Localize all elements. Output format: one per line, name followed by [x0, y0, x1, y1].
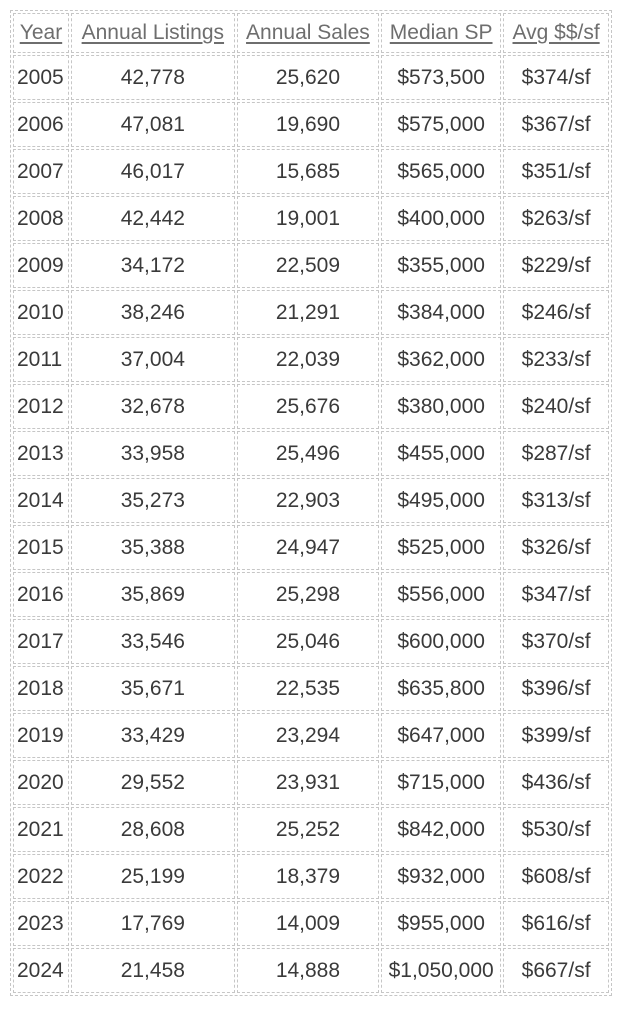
table-row [13, 337, 609, 382]
sales-cell: 22,903 [237, 478, 379, 523]
avg-psf-cell: $367/sf [503, 102, 609, 147]
year-cell: 2013 [13, 431, 69, 476]
sales-cell: 25,046 [237, 619, 379, 664]
listings-cell: 35,869 [71, 572, 235, 617]
listings-cell: 35,388 [71, 525, 235, 570]
year-cell: 2005 [13, 55, 69, 100]
sales-cell: 25,298 [237, 572, 379, 617]
avg-psf-cell: $530/sf [503, 807, 609, 852]
median-sp-cell: $525,000 [381, 525, 501, 570]
avg-psf-cell: $233/sf [503, 337, 609, 382]
avg-psf-cell: $399/sf [503, 713, 609, 758]
year-cell: 2022 [13, 854, 69, 899]
market-stats-table-container [10, 10, 612, 996]
median-sp-cell: $575,000 [381, 102, 501, 147]
table-row [13, 619, 609, 664]
table-row [13, 243, 609, 288]
year-cell: 2006 [13, 102, 69, 147]
table-row [13, 290, 609, 335]
market-stats-table [10, 10, 612, 996]
median-sp-cell: $715,000 [381, 760, 501, 805]
sales-cell: 23,294 [237, 713, 379, 758]
median-sp-cell: $600,000 [381, 619, 501, 664]
year-cell: 2008 [13, 196, 69, 241]
header-avg-price-per-sf[interactable]: Avg $$/sf [503, 13, 609, 53]
listings-cell: 33,429 [71, 713, 235, 758]
sales-cell: 22,535 [237, 666, 379, 711]
sales-cell: 23,931 [237, 760, 379, 805]
table-row [13, 478, 609, 523]
avg-psf-cell: $436/sf [503, 760, 609, 805]
listings-cell: 35,671 [71, 666, 235, 711]
table-row [13, 572, 609, 617]
avg-psf-cell: $347/sf [503, 572, 609, 617]
median-sp-cell: $400,000 [381, 196, 501, 241]
avg-psf-cell: $608/sf [503, 854, 609, 899]
header-annual-sales[interactable]: Annual Sales [237, 13, 379, 53]
listings-cell: 37,004 [71, 337, 235, 382]
avg-psf-cell: $396/sf [503, 666, 609, 711]
avg-psf-cell: $374/sf [503, 55, 609, 100]
sales-cell: 24,947 [237, 525, 379, 570]
median-sp-cell: $573,500 [381, 55, 501, 100]
median-sp-cell: $380,000 [381, 384, 501, 429]
median-sp-cell: $647,000 [381, 713, 501, 758]
sales-cell: 22,509 [237, 243, 379, 288]
header-year[interactable]: Year [13, 13, 69, 53]
table-row [13, 149, 609, 194]
table-row [13, 384, 609, 429]
year-cell: 2011 [13, 337, 69, 382]
sales-cell: 25,620 [237, 55, 379, 100]
year-cell: 2020 [13, 760, 69, 805]
avg-psf-cell: $370/sf [503, 619, 609, 664]
year-cell: 2021 [13, 807, 69, 852]
median-sp-cell: $635,800 [381, 666, 501, 711]
table-row [13, 713, 609, 758]
table-header [13, 13, 609, 53]
median-sp-cell: $455,000 [381, 431, 501, 476]
year-cell: 2023 [13, 901, 69, 946]
median-sp-cell: $362,000 [381, 337, 501, 382]
avg-psf-cell: $246/sf [503, 290, 609, 335]
year-cell: 2015 [13, 525, 69, 570]
year-cell: 2017 [13, 619, 69, 664]
header-median-sp[interactable]: Median SP [381, 13, 501, 53]
sales-cell: 21,291 [237, 290, 379, 335]
year-cell: 2009 [13, 243, 69, 288]
listings-cell: 42,778 [71, 55, 235, 100]
avg-psf-cell: $667/sf [503, 948, 609, 993]
listings-cell: 35,273 [71, 478, 235, 523]
sales-cell: 25,496 [237, 431, 379, 476]
table-row [13, 666, 609, 711]
table-row [13, 196, 609, 241]
year-cell: 2010 [13, 290, 69, 335]
sales-cell: 25,676 [237, 384, 379, 429]
sales-cell: 14,888 [237, 948, 379, 993]
avg-psf-cell: $326/sf [503, 525, 609, 570]
avg-psf-cell: $263/sf [503, 196, 609, 241]
median-sp-cell: $1,050,000 [381, 948, 501, 993]
listings-cell: 34,172 [71, 243, 235, 288]
sales-cell: 25,252 [237, 807, 379, 852]
listings-cell: 21,458 [71, 948, 235, 993]
avg-psf-cell: $351/sf [503, 149, 609, 194]
listings-cell: 28,608 [71, 807, 235, 852]
avg-psf-cell: $313/sf [503, 478, 609, 523]
listings-cell: 38,246 [71, 290, 235, 335]
year-cell: 2018 [13, 666, 69, 711]
table-row [13, 760, 609, 805]
year-cell: 2007 [13, 149, 69, 194]
sales-cell: 15,685 [237, 149, 379, 194]
sales-cell: 14,009 [237, 901, 379, 946]
table-body [13, 55, 609, 993]
median-sp-cell: $955,000 [381, 901, 501, 946]
avg-psf-cell: $287/sf [503, 431, 609, 476]
sales-cell: 18,379 [237, 854, 379, 899]
avg-psf-cell: $240/sf [503, 384, 609, 429]
table-row [13, 525, 609, 570]
median-sp-cell: $355,000 [381, 243, 501, 288]
table-row [13, 431, 609, 476]
median-sp-cell: $842,000 [381, 807, 501, 852]
table-row [13, 901, 609, 946]
listings-cell: 42,442 [71, 196, 235, 241]
year-cell: 2012 [13, 384, 69, 429]
listings-cell: 29,552 [71, 760, 235, 805]
listings-cell: 46,017 [71, 149, 235, 194]
median-sp-cell: $565,000 [381, 149, 501, 194]
table-row [13, 854, 609, 899]
listings-cell: 32,678 [71, 384, 235, 429]
table-row [13, 55, 609, 100]
year-cell: 2019 [13, 713, 69, 758]
avg-psf-cell: $229/sf [503, 243, 609, 288]
median-sp-cell: $932,000 [381, 854, 501, 899]
table-row [13, 102, 609, 147]
avg-psf-cell: $616/sf [503, 901, 609, 946]
listings-cell: 17,769 [71, 901, 235, 946]
sales-cell: 22,039 [237, 337, 379, 382]
listings-cell: 33,546 [71, 619, 235, 664]
listings-cell: 25,199 [71, 854, 235, 899]
median-sp-cell: $556,000 [381, 572, 501, 617]
table-row [13, 948, 609, 993]
year-cell: 2024 [13, 948, 69, 993]
year-cell: 2014 [13, 478, 69, 523]
listings-cell: 47,081 [71, 102, 235, 147]
header-annual-listings[interactable]: Annual Listings [71, 13, 235, 53]
median-sp-cell: $495,000 [381, 478, 501, 523]
header-row [13, 13, 609, 53]
listings-cell: 33,958 [71, 431, 235, 476]
year-cell: 2016 [13, 572, 69, 617]
median-sp-cell: $384,000 [381, 290, 501, 335]
sales-cell: 19,001 [237, 196, 379, 241]
table-row [13, 807, 609, 852]
sales-cell: 19,690 [237, 102, 379, 147]
